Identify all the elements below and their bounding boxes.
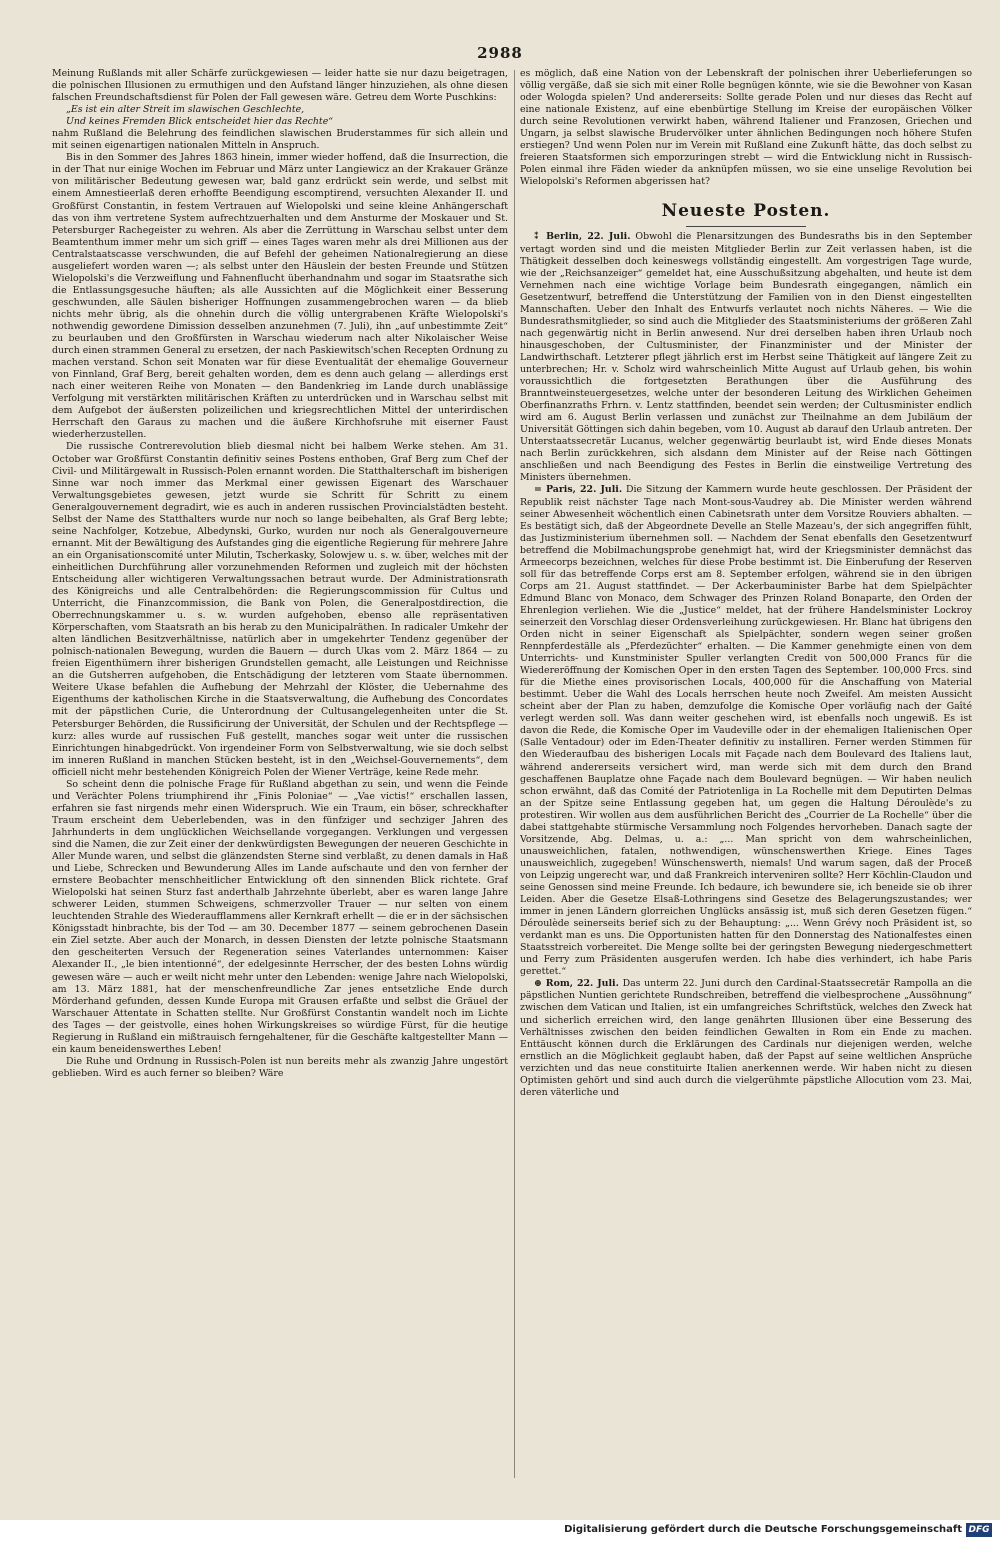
paragraph: Die Ruhe und Ordnung in Russisch-Polen ist nun bereits mehr als zwanzig Jahre ungestört geblieben. Wird es auch ferner so bleiben? Wäre <box>52 1055 508 1079</box>
news-text: Obwohl die Plenarsitzungen des Bundesraths bis in den September vertagt worden sind und die meisten Mitglieder Berlin zur Zeit verlassen haben, ist die Thätigkeit desselben doch keineswegs vollständig eingestellt. Am vorgestrigen Tage wurde, wie der „Reichsanzeiger“ gemeldet hat, eine Ausschußsitzung abgehalten, und heute ist dem Vernehmen nach eine wichtige Vorlage beim Bundesrath eingegangen, nämlich ein Gesetzentwurf, betreffend die Unterstützung der Familien von in den Dienst eingestellten Mannschaften. Ueber den Inhalt des Entwurfs verlautet noch nichts Näheres. — Wie die Bundesrathsmitglieder, so sind auch die Mitglieder des Staatsministeriums der größeren Zahl nach gegenwärtig nicht in Berlin anwesend. Nur drei derselben haben ihren Urlaub noch hinausgeschoben, der Cultusminister, der Finanzminister und der Minister der Landwirthschaft. Letzterer pflegt jährlich erst im Herbst seine Thätigkeit auf längere Zeit zu unterbrechen; Hr. v. Scholz wird wahrscheinlich Mitte August auf Urlaub gehen, bis wohin voraussichtlich die fortgesetzten Berathungen über die Ausführung des Branntweinsteuergesetzes, welche unter der besonderen Leitung des Wirklichen Geheimen Oberfinanzraths Frhrn. v. Lentz stattfinden, beendet sein werden; der Cultusminister endlich wird am 6. August Berlin verlassen und zunächst zur Theilnahme an dem Jubiläum der Universität Göttingen sich dahin begeben, vom 10. August ab darauf den Urlaub antreten. Der Unterstaatssecretär Lucanus, welcher gegenwärtig beurlaubt ist, wird Ende dieses Monats nach Berlin zurückkehren, sich alsdann dem Minister auf der Reise nach Göttingen anschließen und nach Beendigung des Festes in Berlin die einstweilige Vertretung des Ministers übernehmen. <box>520 231 972 484</box>
news-text: Die Sitzung der Kammern wurde heute geschlossen. Der Präsident der Republik reist nächster Tage nach Mont-sous-Vaudrey ab. Die Minister werden während seiner Abwesenheit wöchentlich einen Cabinetsrath unter dem Vorsitze Rouviers abhalten. — Es bestätigt sich, daß der Abgeordnete Develle an Stelle Mazeau's, der sich angegriffen fühlt, das Justizministerium übernehmen soll. — Nachdem der Senat ebenfalls den Gesetzentwurf betreffend die Mobilmachungsprobe genehmigt hat, wird der Kriegsminister demnächst das Armeecorps bezeichnen, welches für diese Probe bestimmt ist. Die Einberufung der Reserven soll für das betreffende Corps erst am 8. September erfolgen, während sie in den übrigen Corps am 21. August stattfindet. — Der Ackerbauminister Barbe hat dem Spielpächter Edmund Blanc von Monaco, dem Schwager des Prinzen Roland Bonaparte, den Orden der Ehrenlegion verliehen. Wie die „Justice“ meldet, hat der frühere Handelsminister Lockroy seinerzeit den Vorschlag dieser Ordensverleihung zurückgewiesen. Hr. Blanc hat übrigens den Orden nicht in seiner Eigenschaft als Spielpächter, sondern wegen seiner großen Rennpferdeställe als „Pferdezüchter“ erhalten. — Die Kammer genehmigte einen von dem Unterrichts- und Kunstminister Spuller verlangten Credit von 500,000 Francs für die Wiedereröffnung der Komischen Oper in den ersten Tagen des September. 100,000 Frcs. sind für die Miethe eines provisorischen Locals, 400,000 für die Anschaffung von Material bestimmt. Ueber die Wahl des Locals herrschen heute noch Zweifel. Am meisten Aussicht scheint aber der Plan zu haben, demzufolge die Komische Oper vorläufig nach der Gaîté verlegt werden soll. Was dann weiter geschehen wird, ist ebenfalls noch ungewiß. Es ist davon die Rede, die Komische Oper im Vaudeville oder in der ehemaligen Italienischen Oper (Salle Ventadour) oder im Eden-Theater definitiv zu installiren. Ferner werden Stimmen für den Wiederaufbau des bisherigen Locals mit Façade nach dem Boulevard des Italiens laut, während andererseits versichert wird, man werde sich mit dem durch den Brand geschaffenen Bauplatze ohne Façade nach dem Boulevard begnügen. — Wir haben neulich schon erwähnt, daß das Comité der Patriotenliga in La Rochelle mit dem Deputirten Delmas an der Spitze seine Entlassung gegeben hat, um gegen die Haltung Déroulède's zu protestiren. Wir wollen aus dem ausführlichen Bericht des „Courrier de La Rochelle“ über die dabei stattgehabte stürmische Versammlung noch Folgendes hervorheben. Danach sagte der Vorsitzende, Abg. Delmas, u. a.: „... Man spricht von dem wahrscheinlichen, unausweichlichen, fatalen, nothwendigen, wünschenswerthen Kriege. Eines Tages unausweichlich, zugegeben! Wünschenswerth, niemals! Und warum sagen, daß der Proceß von Leipzig ungerecht war, und daß Frankreich interveniren sollte? Herr Köchlin-Claudon und seine Genossen sind meine Freunde. Ich bedaure, ich bewundere sie, ich beneide sie ob ihrer Leiden. Aber die Gesetze Elsaß-Lothringens sind Gesetze des Belagerungszustandes; wer immer in jenen Ländern glorreichen Unglücks ansässig ist, muß sich deren Gesetzen fügen.“ Déroulède seinerseits berief sich zu der Behauptung: „... Wenn Grévy noch Präsident ist, so verdankt man es uns. Die Opportunisten hatten für den Donnerstag des Nationalfestes einen Staatsstreich vorbereitet. Die Menge sollte bei der geringsten Bewegung niedergeschmettert und Ferry zum Präsidenten ausgerufen werden. Ich habe dies verhindert, ich habe Paris gerettet.“ <box>520 484 972 978</box>
title-rule <box>686 226 806 227</box>
paragraph: So scheint denn die polnische Frage für Rußland abgethan zu sein, und wenn die Feinde und Verächter Polens triumphirend ihr „Finis Poloniae“ — „Vae victis!“ erschallen lassen, erfahren sie fast nirgends mehr einen Widerspruch. Wie ein Traum, ein böser, schreckhafter Traum erscheint dem Ueberlebenden, was in den fünfziger und sechziger Jahren des Jahrhunderts in dem unglücklichen Weichsellande vorgegangen. Verklungen und vergessen sind die Namen, die zur Zeit einer der denkwürdigsten Bewegungen der neueren Geschichte in Aller Munde waren, und selbst die glänzendsten Sterne sind verblaßt, zu denen damals in Haß und Liebe, Schrecken und Bewunderung Alles im Lande aufschaute und den von fernher der ernstere Beobachter menschheitlicher Entwicklung oft den sinnenden Blick richtete. Graf Wielopolski hat seinen Sturz fast anderthalb Jahrzehnte überlebt, aber es waren lange Jahre schwerer Leiden, stummen Schweigens, schmerzvoller Trauer — nur selten von einem leuchtenden Strahle des Wiederaufflammens aller Kernkraft erhellt — die er in der sächsischen Königsstadt hinbrachte, bis der Tod — am 30. December 1877 — seinem gebrochenen Dasein ein Ziel setzte. Aber auch der Monarch, in dessen Diensten der letzte polnische Staatsmann den gescheiterten Versuch der Regeneration seines Vaterlandes unternommen: Kaiser Alexander II., „le bien intentionné“, der edelgesinnte Herrscher, der des besten Lohns würdig gewesen wäre — auch er weilt nicht mehr unter den Lebenden: wenige Jahre nach Wielopolski, am 13. März 1881, hat der menschenfreundliche Zar jenes entsetzliche Ende durch Mörderhand gefunden, dessen Kunde Europa mit Grausen erfaßte und selbst die Gräuel der Warschauer Attentate in Schatten stellte. Nur Großfürst Constantin wandelt noch im Lichte des Tages — der geistvolle, eines hohen Wirkungskreises so würdige Fürst, für die heutige Regierung in Rußland ein mißtrauisch ferngehaltener, für die Geschäfte kaltgestellter Mann — ein kaum beneidenswerthes Leben! <box>52 778 508 1055</box>
news-text: Das unterm 22. Juni durch den Cardinal-Staatssecretär Rampolla an die päpstlichen Nuntien gerichtete Rundschreiben, betreffend die vielbesprochene „Aussöhnung“ zwischen dem Vatican und Italien, ist ein umfangreiches Schriftstück, welches den Zweck hat und sicherlich erreichen wird, den lange genährten Illusionen über eine Besserung des Verhältnisses zwischen den beiden feindlichen Gewalten in Rom ein Ende zu machen. Enttäuscht können durch die Erklärungen des Cardinals nur diejenigen werden, welche ernstlich an die Möglichkeit geglaubt haben, daß der Papst auf seine weltlichen Ansprüche verzichten und das neue constituirte Italien anerkennen werde. Wir haben nicht zu diesen Optimisten gehört und sind auch durch die vielgerühmte päpstliche Allocution vom 23. Mai, deren väterliche und <box>520 978 972 1098</box>
column-divider <box>514 70 515 1478</box>
paragraph: nahm Rußland die Belehrung des feindlichen slawischen Bruderstammes für sich allein und mit seinen eigenartigen nationalen Mitteln in Anspruch. <box>52 128 508 152</box>
footer-bar <box>0 1520 1000 1541</box>
dateline: = Paris, 22. Juli. <box>534 484 623 496</box>
page-number: 2988 <box>477 44 523 62</box>
news-item-rom <box>520 978 972 1098</box>
paragraph: es möglich, daß eine Nation von der Lebenskraft der polnischen ihrer Ueberlieferungen so völlig vergäße, daß sie sich mit einer Rolle begnügen könnte, wie sie die Bewohner von Kasan oder Wologda spielen? Und andererseits: Sollte gerade Polen und nur dieses das Recht auf eine nationale Existenz, auf eine ebenbürtige Stellung im Kreise der europäischen Völker durch seine Revolutionen verwirkt haben, während Italiener und Franzosen, Griechen und Ungarn, ja selbst slawische Brudervölker unter ähnlichen Bedingungen noch höhere Stufen erstiegen? Und wenn Polen nur im Verein mit Rußland eine Zukunft hätte, das doch selbst zu freieren Staatsformen sich emporzuringen strebt — wird die Entwicklung nicht in Russisch-Polen einmal ihre Fäden wieder da anknüpfen müssen, wo sie eine unselige Revolution bei Wielopolski's Reformen abgerissen hat? <box>520 68 972 188</box>
news-item-berlin <box>520 231 972 484</box>
verse-line: „Es ist ein alter Streit im slawischen Geschlechte, <box>66 104 305 116</box>
news-item-paris <box>520 484 972 978</box>
paragraph: Meinung Rußlands mit aller Schärfe zurückgewiesen — leider hatte sie nur dazu beigetragen, die polnischen Illusionen zu ermuthigen und den Aufstand länger hinzuziehen, als ohne diesen falschen Freundschaftsdienst für Polen der Fall gewesen wäre. Getreu dem Worte Puschkins: <box>52 68 508 104</box>
paragraph: Die russische Contrerevolution blieb diesmal nicht bei halbem Werke stehen. Am 31. October war Großfürst Constantin definitiv seines Postens enthoben, Graf Berg zum Chef der Civil- und Militärgewalt in Russisch-Polen ernannt worden. Die Statthalterschaft im bisherigen Sinne war noch immer das Merkmal einer gewissen Eigenart des Warschauer Verwaltungsgebietes gewesen, jetzt wurde sie Schritt für Schritt zu einem Generalgouvernement degradirt, wie es auch in anderen russischen Provincialstädten besteht. Selbst der Name des Statthalters wurde nur noch so lange beibehalten, als Graf Berg lebte; seine Nachfolger, Kotzebue, Albedynski, Gurko, wurden nur noch als Generalgouverneure ernannt. Mit der Bewältigung des Aufstandes ging die eigentliche Regierung für mehrere Jahre an ein Organisationscomité unter Milutin, Tscherkasky, Solowjew u. s. w. über, welches mit der einheitlichen Durchführung aller vorzunehmenden Reformen und zugleich mit der höchsten Entscheidung aller wichtigeren Verwaltungssachen betraut wurde. Der Administrationsrath des Königreichs und alle Centralbehörden: die Regierungscommission für Cultus und Unterricht, die Finanzcommission, die Bank von Polen, die Generalpostdirection, die Oberrechnungskammer u. s. w. wurden aufgehoben, ebenso alle repräsentativen Körperschaften, vom Staatsrath an bis herab zu den Municipalräthen. In radicaler Umkehr der alten ländlichen Besitzverhältnisse, natürlich aber in umgekehrter Tendenz gegenüber der polnisch-nationalen Bewegung, wurden die Bauern — durch Ukas vom 2. März 1864 — zu freien Eigenthümern ihrer bisherigen Grundstellen gemacht, alle Leistungen und Reichnisse an die Gutsherren aufgehoben, die Entschädigung der letzteren vom Staate übernommen. Weitere Ukase befahlen die Aufhebung der Mehrzahl der Klöster, die Uebernahme des Eigenthums der katholischen Kirche in die Staatsverwaltung, die Aufhebung des Concordates mit der päpstlichen Curie, die Unterordnung der Cultusangelegenheiten unter die St. Petersburger Behörden, die Russificirung der Universität, der Schulen und der Rechtspflege — kurz: alles wurde auf russischen Fuß gestellt, manches sogar weit unter die russischen Einrichtungen hinabgedrückt. Von irgendeiner Form von Selbstverwaltung, wie sie doch selbst im inneren Rußland in manchen Stücken besteht, ist in den „Weichsel-Gouvernements“, dem officiell nicht mehr bestehenden Königreich Polen der Wiener Verträge, keine Rede mehr. <box>52 441 508 778</box>
verse-line: Und keines Fremden Blick entscheidet hier das Rechte“ <box>66 116 334 128</box>
funding-credit: Digitalisierung gefördert durch die Deutsche Forschungsgemeinschaft <box>564 1524 962 1535</box>
dateline: ⁑ Berlin, 22. Juli. <box>534 231 631 243</box>
left-column <box>52 68 508 1480</box>
dateline: ⊕ Rom, 22. Juli. <box>534 978 619 990</box>
right-column <box>520 68 972 1478</box>
section-title: Neueste Posten. <box>661 201 831 222</box>
dfg-logo-icon: DFG <box>966 1523 992 1537</box>
paragraph: Bis in den Sommer des Jahres 1863 hinein, immer wieder hoffend, daß die Insurrection, die in der That nur einige Wochen im Februar und März unter Langiewicz an der Krakauer Gränze von militärischer Bedeutung gewesen war, bald ganz erdrückt sein werde, und selbst mit einem Amnestieerlaß deren erhoffte Beendigung escomptirend, versuchten Alexander II. und Großfürst Constantin, in festem Vertrauen auf Wielopolski und seine kleine Anhängerschaft das von ihm vertretene System aufrechtzuerhalten und dem Ansturme der Moskauer und St. Petersburger Rachegeister zu wehren. Als aber die Zerrüttung in Warschau selbst unter dem Beamtenthum immer mehr um sich griff — eines Tages waren mehr als drei Millionen aus der Centralstaatscasse verschwunden, die auf Befehl der geheimen Nationalregierung an diese ausgeliefert worden waren —; als selbst unter den Häuslein der besten Freunde und Stützen Wielopolski's die Verzweiflung und Fahnenflucht überhandnahm und sogar im Staatsrathe sich die Entlassungsgesuche häuften; als alle Aussichten auf die Möglichkeit einer Besserung geschwunden, alle Säulen bisheriger Hoffnungen zusammengebrochen waren — da blieb nichts mehr übrig, als die ohnehin durch die völlig untergrabenen Kräfte Wielopolski's nothwendig gewordene Dimission desselben anzunehmen (7. Juli), ihn „auf unbestimmte Zeit“ zu beurlauben und den Großfürsten in Warschau wiederum nach alter Nikolaischer Weise durch einen strammen General zu ersetzen, der nach Paskiewitsch'schen Recepten Ordnung zu machen verstand. Schon seit Monaten war für diese Eventualität der ehemalige Gouverneur von Finnland, Graf Berg, bereit gehalten worden, dem es denn auch gelang — allerdings erst nach einer weiteren Reihe von Monaten — den Bandenkrieg im Lande durch unablässige Verfolgung mit verstärkten militärischen Kräften zu unterdrücken und in Warschau selbst mit dem Aufgebot der äußersten polizeilichen und kriegsrechtlichen Mittel der unterirdischen Herrschaft den Garaus zu machen und die äußere Kirchhofsruhe mit eiserner Faust wiederherzustellen. <box>52 152 508 441</box>
